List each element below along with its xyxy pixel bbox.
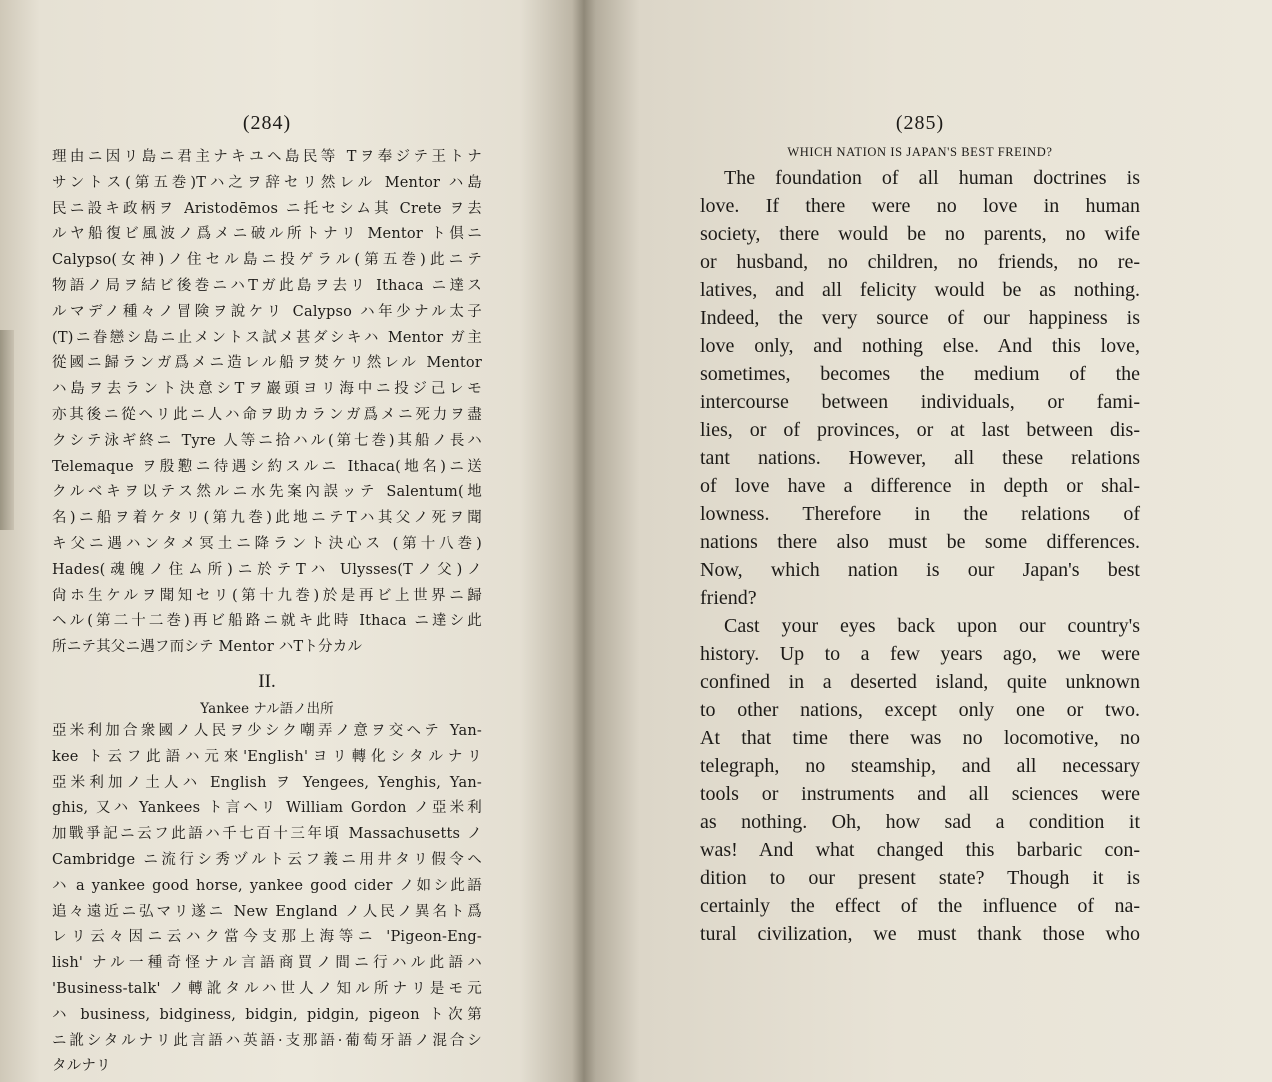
page-number-right: (285) (895, 112, 945, 134)
text-line: tant nations. However, all these relations (700, 447, 1140, 469)
text-line: history. Up to a few years ago, we were (700, 643, 1140, 665)
text-line: tural civilization, we must thank those who (700, 923, 1140, 945)
text-line: of love have a difference in depth or shal- (700, 475, 1140, 497)
text-line: to other nations, except only one or two. (700, 699, 1140, 721)
text-line: ハ a yankee good horse, yankee good cider ノ如シ此語 (52, 877, 482, 894)
text-line: friend? (700, 587, 757, 609)
text-line: as nothing. Oh, how sad a condition it (700, 811, 1140, 833)
text-line: 亞米利加合衆國ノ人民ヲ少シク嘲弄ノ意ヲ交ヘテ Yan- (52, 722, 482, 739)
text-line: 民ニ設キ政柄ヲ Aristodēmos ニ托セシム其 Crete ヲ去 (52, 200, 482, 217)
text-line: certainly the effect of the influence of na- (700, 895, 1140, 917)
text-line: ルマデノ種々ノ冒険ヲ說ケリ Calypso ハ年少ナル太子 (52, 303, 482, 320)
text-line: lowness. Therefore in the relations of (700, 503, 1140, 525)
text-line: Now, which nation is our Japan's best (700, 559, 1140, 581)
text-line: (T)ニ眷戀シ島ニ止メントス試メ甚ダシキハ Mentor ガ主 (52, 329, 482, 346)
section-subheading: Yankee ナル語ノ出所 (200, 700, 334, 717)
text-line: クシテ泳ギ終ニ Tyre 人等ニ拾ハル(第七巻)其船ノ長ハ (52, 432, 482, 449)
text-line: society, there would be no parents, no wife (700, 223, 1140, 245)
text-line: クルベキヲ以テス然ルニ水先案內誤ッテ Salentum(地 (52, 484, 482, 501)
text-line: confined in a deserted island, quite unknown (700, 671, 1140, 693)
paragraph-2 (700, 612, 1140, 948)
paragraph-1 (700, 164, 1140, 612)
text-line: サントス(第五巻)Tハ之ヲ辞セリ然レル Mentor ハ島 (52, 174, 482, 191)
text-line: レリ云々因ニ云ハク當今支那上海等ニ 'Pigeon-Eng- (52, 929, 482, 946)
text-line: latives, and all felicity would be as nothing. (700, 279, 1140, 301)
text-line: ヘル(第二十二巻)再ビ船路ニ就キ此時 Ithaca ニ達シ此 (52, 613, 482, 630)
left-body-text (52, 145, 482, 661)
text-line: lies, or of provinces, or at last between dis- (700, 419, 1140, 441)
text-line: ghis, 又ハ Yankees ト言ヘリ William Gordon ノ亞米利 (52, 800, 482, 817)
text-line: Cast your eyes back upon our country's (724, 615, 1140, 637)
text-line: ルヤ船復ビ風波ノ爲メニ破ル所トナリ Mentor ト倶ニ (52, 226, 482, 243)
text-line: 亞米利加ノ土人ハ English ヲ Yengees, Yenghis, Yan- (52, 774, 482, 791)
text-line: The foundation of all human doctrines is (724, 167, 1140, 189)
text-line: 亦其後ニ從ヘリ此ニ人ハ命ヲ助カランガ爲メニ死力ヲ盡 (52, 406, 482, 423)
text-line: Calypso(女神)ノ住セル島ニ投ゲラル(第五巻)此ニテ (52, 252, 482, 269)
text-line: 追々遠近ニ弘マリ遂ニ New England ノ人民ノ異名ト爲 (52, 903, 482, 920)
text-line: ハ島ヲ去ラント決意シTヲ巖頭ヨリ海中ニ投ジ己レモ (52, 381, 482, 398)
text-line: intercourse between individuals, or fami- (700, 391, 1140, 413)
text-line: 'Business-talk' ノ轉訛タルハ世人ノ知ル所ナリ是モ元 (52, 980, 482, 997)
text-line: 名)ニ船ヲ着ケタリ(第九巻)此地ニテTハ其父ノ死ヲ聞 (52, 510, 482, 527)
text-line: Cambridge ニ流行シ秀ヅルト云フ義ニ用井タリ假令ヘ (52, 851, 482, 868)
page-number-left: (284) (242, 112, 292, 134)
text-line: 所ニテ其父ニ遇フ而シテ Mentor ハTト分カル (52, 639, 363, 656)
text-line: lish' ナル一種奇怪ナル言語商買ノ間ニ行ハル此語ハ (52, 955, 482, 972)
text-line: 從國ニ歸ランガ爲メニ造レル船ヲ焚ケリ然レル Mentor (52, 355, 482, 372)
text-line: telegraph, no steamship, and all necessary (700, 755, 1140, 777)
text-line: dition to our present state? Though it is (700, 867, 1140, 889)
running-head: WHICH NATION IS JAPAN'S BEST FREIND? (787, 145, 1053, 159)
text-line: 加戰爭記ニ云フ此語ハ千七百十三年頃 Massachusetts ノ (52, 826, 482, 843)
text-line: Indeed, the very source of our happiness is (700, 307, 1140, 329)
text-line: Telemaque ヲ殷懃ニ待遇シ約スルニ Ithaca(地名)ニ送 (52, 458, 482, 475)
text-line: キ父ニ遇ハンタメ冥土ニ降ラント決心ス (第十八巻) (52, 535, 482, 552)
left-page (52, 112, 482, 1080)
text-line: tools or instruments and all sciences were (700, 783, 1140, 805)
text-line: ハ business, bidginess, bidgin, pidgin, pigeon ト次第 (52, 1006, 482, 1023)
text-line: kee ト云フ此語ハ元來'English'ヨリ轉化シタルナリ (52, 748, 482, 765)
section-heading: II. (258, 670, 276, 692)
text-line: タルナリ (52, 1058, 111, 1075)
text-line: sometimes, becomes the medium of the (700, 363, 1140, 385)
page-edge-shadow (0, 330, 14, 530)
text-line: nations there also must be some differences. (700, 531, 1140, 553)
text-line: love. If there were no love in human (700, 195, 1140, 217)
text-line: At that time there was no locomotive, no (700, 727, 1140, 749)
text-line: Hades(魂魄ノ住ム所)ニ於テTハ Ulysses(Tノ父)ノ (52, 561, 482, 578)
text-line: or husband, no children, no friends, no re- (700, 251, 1140, 273)
text-line: 尙ホ生ケルヲ聞知セリ(第十九巻)於是再ビ上世界ニ歸 (52, 587, 482, 604)
right-page (700, 112, 1140, 948)
text-line: was! And what changed this barbaric con- (700, 839, 1140, 861)
text-line: ニ訛シタルナリ此言語ハ英語·支那語·葡萄牙語ノ混合シ (52, 1032, 482, 1049)
text-line: love only, and nothing else. And this love, (700, 335, 1140, 357)
left-section-text (52, 719, 482, 1080)
text-line: 物語ノ局ヲ結ビ後巻ニハTガ此島ヲ去リ Ithaca ニ達ス (52, 277, 482, 294)
text-line: 理由ニ因リ島ニ君主ナキユヘ島民等 Tヲ奉ジテ王トナ (52, 149, 482, 165)
